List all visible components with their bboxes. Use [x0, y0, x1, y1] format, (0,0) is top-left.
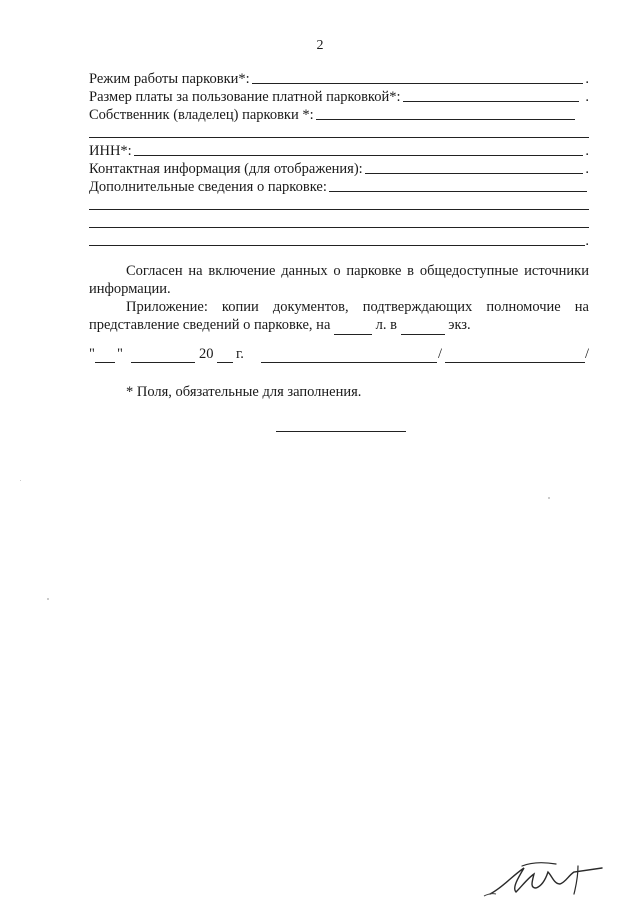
date-year-blank[interactable]	[217, 348, 233, 363]
field-additional-line2	[89, 196, 589, 214]
attachment-text: Приложение: копии документов, подтверждающих полномочие на представление сведений о парковке, на	[89, 299, 589, 333]
field-label: Режим работы парковки*:	[89, 71, 250, 87]
copies-blank[interactable]	[401, 316, 445, 335]
footnote: * Поля, обязательные для заполнения.	[126, 384, 362, 400]
end-divider	[276, 431, 406, 432]
spacer	[89, 250, 589, 262]
name-blank[interactable]	[445, 348, 585, 363]
signature-blank[interactable]	[261, 348, 437, 363]
date-year-prefix: 20	[199, 346, 214, 362]
field-end: .	[585, 71, 589, 87]
date-year-suffix: г.	[236, 346, 244, 362]
field-working-hours	[89, 70, 589, 88]
copies-label: экз.	[448, 317, 471, 333]
page-number: 2	[316, 38, 324, 53]
sheets-blank[interactable]	[334, 316, 372, 335]
date-signature-row	[89, 345, 589, 363]
field-end: .	[585, 143, 589, 159]
field-blank-additional-line3[interactable]	[89, 227, 589, 228]
slash: /	[585, 346, 590, 362]
date-day-blank[interactable]	[95, 348, 115, 363]
consent-paragraph: Согласен на включение данных о парковке в общедоступные источники информации.	[89, 263, 589, 297]
field-additional-line4	[89, 232, 589, 250]
field-fee	[89, 88, 589, 106]
field-blank-owner-line2[interactable]	[89, 137, 589, 138]
field-label: Контактная информация (для отображения):	[89, 161, 363, 177]
field-inn	[89, 142, 589, 160]
scan-speck	[47, 598, 49, 600]
scan-speck	[548, 497, 550, 499]
field-label: Дополнительные сведения о парковке:	[89, 179, 327, 195]
field-end: .	[585, 161, 589, 177]
field-end: .	[585, 233, 589, 249]
field-owner	[89, 106, 589, 124]
field-label: Размер платы за пользование платной парковкой*:	[89, 89, 401, 105]
sheets-label: л. в	[375, 317, 397, 333]
field-label: ИНН*:	[89, 143, 132, 159]
field-blank-fee[interactable]	[403, 101, 580, 102]
field-owner-continued	[89, 124, 589, 142]
scan-speck	[20, 480, 21, 481]
slash: /	[438, 346, 443, 362]
field-blank-working-hours[interactable]	[252, 83, 584, 84]
field-end: .	[585, 89, 589, 105]
field-label: Собственник (владелец) парковки *:	[89, 107, 314, 123]
form-body	[89, 70, 589, 335]
field-blank-inn[interactable]	[134, 155, 584, 156]
field-blank-additional[interactable]	[329, 191, 587, 192]
field-contact	[89, 160, 589, 178]
field-blank-owner[interactable]	[316, 119, 575, 120]
field-additional	[89, 178, 589, 196]
date-quote-close: "	[117, 346, 123, 362]
handwritten-signature	[482, 858, 612, 898]
attachment-paragraph	[89, 298, 589, 335]
date-month-blank[interactable]	[131, 348, 195, 363]
field-blank-additional-line4[interactable]	[89, 245, 585, 246]
field-blank-additional-line2[interactable]	[89, 209, 589, 210]
date-quote-open: "	[89, 346, 95, 362]
field-additional-line3	[89, 214, 589, 232]
field-blank-contact[interactable]	[365, 173, 584, 174]
